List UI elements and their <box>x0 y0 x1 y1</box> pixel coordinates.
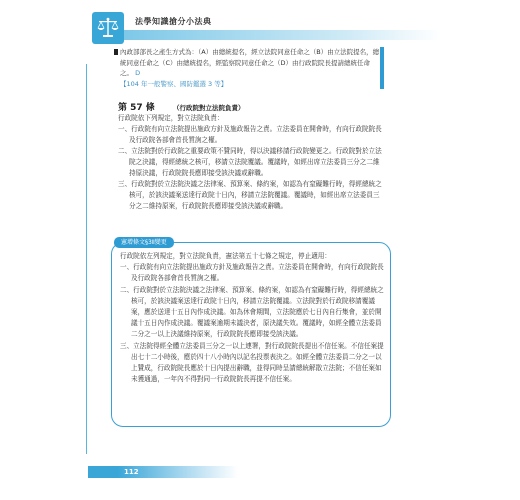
article-heading <box>118 100 245 113</box>
article-item-2: 二、立法院對於行政院之重要政策不贊同時，得以決議移請行政院變更之。行政院對於立法院之決議，得經總統之核可，移請立法院覆議。覆議時，如經出席立法委員三分之二維持原決議，行政院院長應即接受該決議或辭職。 <box>118 147 382 177</box>
amendment-intro: 行政院依左列規定，對立法院負責，憲法第五十七條之規定，停止適用： <box>120 252 331 260</box>
article-number: 第 57 條 <box>118 103 155 113</box>
header-logo <box>92 12 124 44</box>
article-item-1: 一、行政院有向立法院提出施政方針及施政報告之責。立法委員在開會時，有向行政院院長及行政院各部會首長質詢之權。 <box>118 125 382 144</box>
amendment-item-1: 一、行政院有向立法院提出施政方針及施政報告之責。立法委員在開會時，有向行政院院長及行政院各部會首長質詢之權。 <box>120 263 384 283</box>
question-source: 【104 年一般警察、國防鑑選 3 等】 <box>120 79 228 88</box>
article-body <box>118 113 386 212</box>
scales-of-justice-icon <box>96 17 120 39</box>
article-intro: 行政院依下列規定，對立法院負責： <box>118 114 224 122</box>
footer-band <box>88 466 238 478</box>
header-title: 法學知識搶分小法典 <box>135 17 212 26</box>
question-answer: D <box>135 69 141 77</box>
amendment-tag: 憲增條文§3Ⅱ變更 <box>114 237 174 248</box>
article-subtitle: （行政院對立法院負責） <box>173 104 245 112</box>
header-band <box>124 30 442 40</box>
amendment-item-2: 二、行政院對於立法院決議之法律案、預算案、條約案，如認為有窒礙難行時，得經總統之核可，於該決議案送達行政院十日內，移請立法院覆議。立法院對於行政院移請覆議案，應於送達十五日內作成決議。如為休會期間，立法院應於七日內自行集會，並於開議十五日內作成決議。覆議案逾期未議決者，原決議失效。覆議時，如經全體立法委員二分之一以上決議維持原案，行政院院長應即接受該決議。 <box>120 285 384 339</box>
page-number: 112 <box>124 468 139 476</box>
article-item-3: 三、行政院對於立法院決議之法律案、預算案、條約案，如認為有窒礙難行時，得經總統之核可，於該決議案送達行政院十日內，移請立法院覆議。覆議時，如經出席立法委員三分之二維持原案，行政院院長應即接受該決議或辭職。 <box>118 180 382 210</box>
amendment-item-3: 三、立法院得經全體立法委員三分之一以上連署，對行政院院長提出不信任案。不信任案提出七十二小時後，應於四十八小時內以記名投票表決之。如經全體立法委員二分之一以上贊成，行政院院長應於十日內提出辭職，並得同時呈請總統解散立法院；不信任案如未獲通過，一年內不得對同一行政院院長再提不信任案。 <box>120 341 384 384</box>
question-block <box>120 47 382 89</box>
question-marker <box>114 49 118 55</box>
margin-rule <box>86 64 87 454</box>
question-stem: 內政部部長之產生方式為：（A）由總統提名，經立法院同意任命之（B）由立法院提名，總統同意任命之（C）由總統提名，經監察院同意任命之（D）由行政院院長提請總統任命之。 <box>120 48 380 77</box>
amendment-body <box>120 251 384 385</box>
